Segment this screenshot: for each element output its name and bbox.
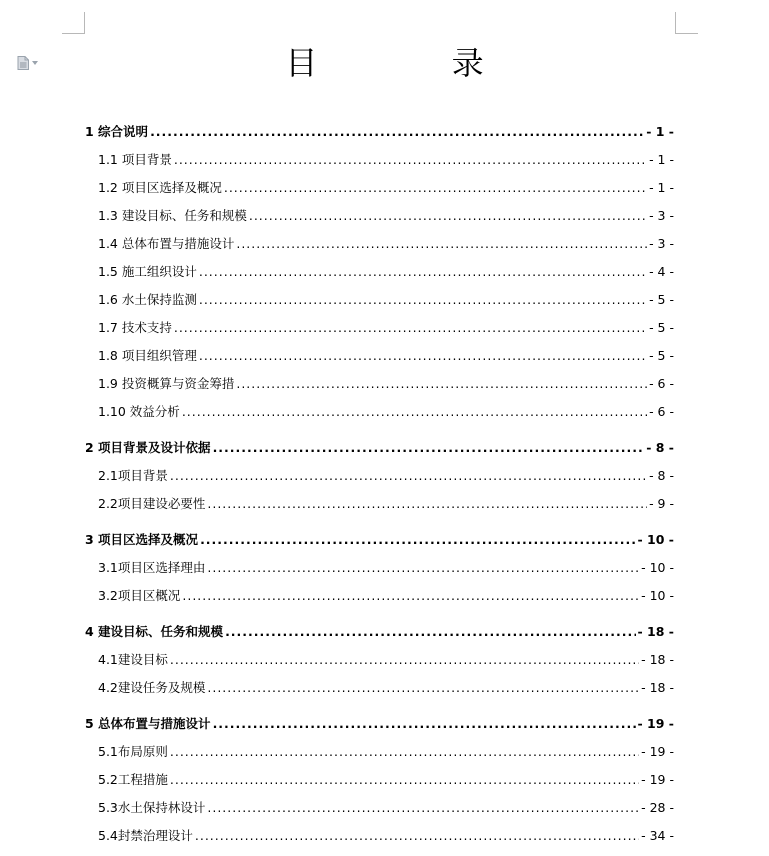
- toc-dot-leader: [199, 286, 647, 314]
- toc-entry-title: 1.2 项目区选择及概况: [98, 180, 222, 195]
- crop-mark-top-right: [675, 12, 676, 34]
- toc-page-number: - 19 -: [641, 744, 674, 759]
- toc-section-entry[interactable]: [98, 314, 674, 342]
- toc-dot-leader: [174, 146, 647, 174]
- toc-dot-leader: [199, 342, 647, 370]
- toc-page-number: - 5 -: [649, 320, 674, 335]
- toc-page-number: - 6 -: [649, 404, 674, 419]
- toc-page-number: - 10 -: [641, 588, 674, 603]
- toc-dot-leader: [182, 582, 639, 610]
- toc-dot-leader: [200, 526, 635, 554]
- toc-dot-leader: [236, 230, 647, 258]
- toc-dot-leader: [207, 794, 639, 822]
- toc-entry-title: 1.9 投资概算与资金筹措: [98, 376, 235, 391]
- toc-dot-leader: [182, 398, 647, 426]
- toc-dot-leader: [174, 314, 647, 342]
- crop-mark-top-right: [676, 33, 698, 34]
- toc-page-number: - 8 -: [649, 468, 674, 483]
- toc-entry-title: 1.6 水土保持监测: [98, 292, 197, 307]
- toc-entry-title: 1.7 技术支持: [98, 320, 172, 335]
- toc-entry-title: 1.1 项目背景: [98, 152, 172, 167]
- toc-chapter-entry[interactable]: [85, 710, 674, 738]
- toc-chapter-entry[interactable]: [85, 434, 674, 462]
- toc-page-number: - 1 -: [649, 152, 674, 167]
- toc-section-entry[interactable]: [98, 554, 674, 582]
- toc-dot-leader: [225, 618, 635, 646]
- toc-entry-title: 2.1项目背景: [98, 468, 168, 483]
- toc-dot-leader: [150, 118, 644, 146]
- toc-page-number: - 19 -: [637, 716, 674, 731]
- toc-page-number: - 5 -: [649, 292, 674, 307]
- toc-dot-leader: [170, 766, 639, 794]
- toc-page-number: - 10 -: [641, 560, 674, 575]
- toc-dot-leader: [170, 738, 639, 766]
- toc-entry-title: 1.4 总体布置与措施设计: [98, 236, 235, 251]
- toc-entry-title: 3.1项目区选择理由: [98, 560, 206, 575]
- toc-page-number: - 4 -: [649, 264, 674, 279]
- toc-entry-title: 1.10 效益分析: [98, 404, 180, 419]
- toc-entry-title: 1.5 施工组织设计: [98, 264, 197, 279]
- toc-entry-title: 5.3水土保持林设计: [98, 800, 206, 815]
- toc-section-entry[interactable]: [98, 398, 674, 426]
- toc-page-number: - 18 -: [641, 680, 674, 695]
- toc-chapter-entry[interactable]: [85, 118, 674, 146]
- toc-dot-leader: [207, 490, 647, 518]
- toc-dot-leader: [207, 674, 639, 702]
- toc-page-number: - 1 -: [646, 124, 674, 139]
- crop-mark-top-left: [62, 33, 84, 34]
- toc-page-number: - 18 -: [641, 652, 674, 667]
- toc-chapter-entry[interactable]: [85, 618, 674, 646]
- toc-entry-title: 2.2项目建设必要性: [98, 496, 206, 511]
- toc-entry-title: 5.4封禁治理设计: [98, 828, 193, 843]
- toc-section-entry[interactable]: [98, 766, 674, 794]
- toc-section-entry[interactable]: [98, 202, 674, 230]
- toc-dot-leader: [236, 370, 647, 398]
- toc-section-entry[interactable]: [98, 146, 674, 174]
- toc-entry-title: 1.3 建设目标、任务和规模: [98, 208, 247, 223]
- toc-page-number: - 10 -: [637, 532, 674, 547]
- toc-section-entry[interactable]: [98, 342, 674, 370]
- toc-dot-leader: [199, 258, 647, 286]
- toc-section-entry[interactable]: [98, 462, 674, 490]
- toc-entry-title: 4.1建设目标: [98, 652, 168, 667]
- toc-page-number: - 28 -: [641, 800, 674, 815]
- toc-entry-title: 3 项目区选择及概况: [85, 532, 199, 547]
- toc-dot-leader: [249, 202, 647, 230]
- toc-entry-title: 2 项目背景及设计依据: [85, 440, 211, 455]
- toc-page-number: - 9 -: [649, 496, 674, 511]
- toc-section-entry[interactable]: [98, 674, 674, 702]
- toc-page-number: - 5 -: [649, 348, 674, 363]
- toc-dot-leader: [195, 822, 639, 850]
- toc-dot-leader: [170, 646, 639, 674]
- toc-dot-leader: [213, 434, 645, 462]
- toc-entry-title: 5.1布局原则: [98, 744, 168, 759]
- toc-entry-title: 1 综合说明: [85, 124, 149, 139]
- toc-chapter-entry[interactable]: [85, 526, 674, 554]
- toc-dot-leader: [224, 174, 647, 202]
- toc-section-entry[interactable]: [98, 646, 674, 674]
- toc-section-entry[interactable]: [98, 370, 674, 398]
- toc-entry-title: 4 建设目标、任务和规模: [85, 624, 224, 639]
- toc-section-entry[interactable]: [98, 174, 674, 202]
- toc-dot-leader: [170, 462, 647, 490]
- toc-section-entry[interactable]: [98, 582, 674, 610]
- toc-section-entry[interactable]: [98, 822, 674, 850]
- toc-page-number: - 8 -: [646, 440, 674, 455]
- page-title: 目 录: [285, 44, 546, 82]
- toc-page-number: - 18 -: [637, 624, 674, 639]
- crop-mark-top-left: [84, 12, 85, 34]
- toc-page-number: - 3 -: [649, 236, 674, 251]
- toc-page-number: - 19 -: [641, 772, 674, 787]
- toc-page-number: - 34 -: [641, 828, 674, 843]
- toc-entry-title: 3.2项目区概况: [98, 588, 181, 603]
- toc-section-entry[interactable]: [98, 286, 674, 314]
- toc-page-number: - 3 -: [649, 208, 674, 223]
- toc-entry-title: 4.2建设任务及规模: [98, 680, 206, 695]
- toc-dot-leader: [213, 710, 636, 738]
- toc-section-entry[interactable]: [98, 490, 674, 518]
- toc-entry-title: 1.8 项目组织管理: [98, 348, 197, 363]
- toc-dot-leader: [207, 554, 639, 582]
- toc-page-number: - 6 -: [649, 376, 674, 391]
- toc-section-entry[interactable]: [98, 230, 674, 258]
- toc-section-entry[interactable]: [98, 794, 674, 822]
- toc-section-entry[interactable]: [98, 738, 674, 766]
- toc-page-number: - 1 -: [649, 180, 674, 195]
- toc-entry-title: 5.2工程措施: [98, 772, 168, 787]
- toc-section-entry[interactable]: [98, 258, 674, 286]
- toc-entry-title: 5 总体布置与措施设计: [85, 716, 211, 731]
